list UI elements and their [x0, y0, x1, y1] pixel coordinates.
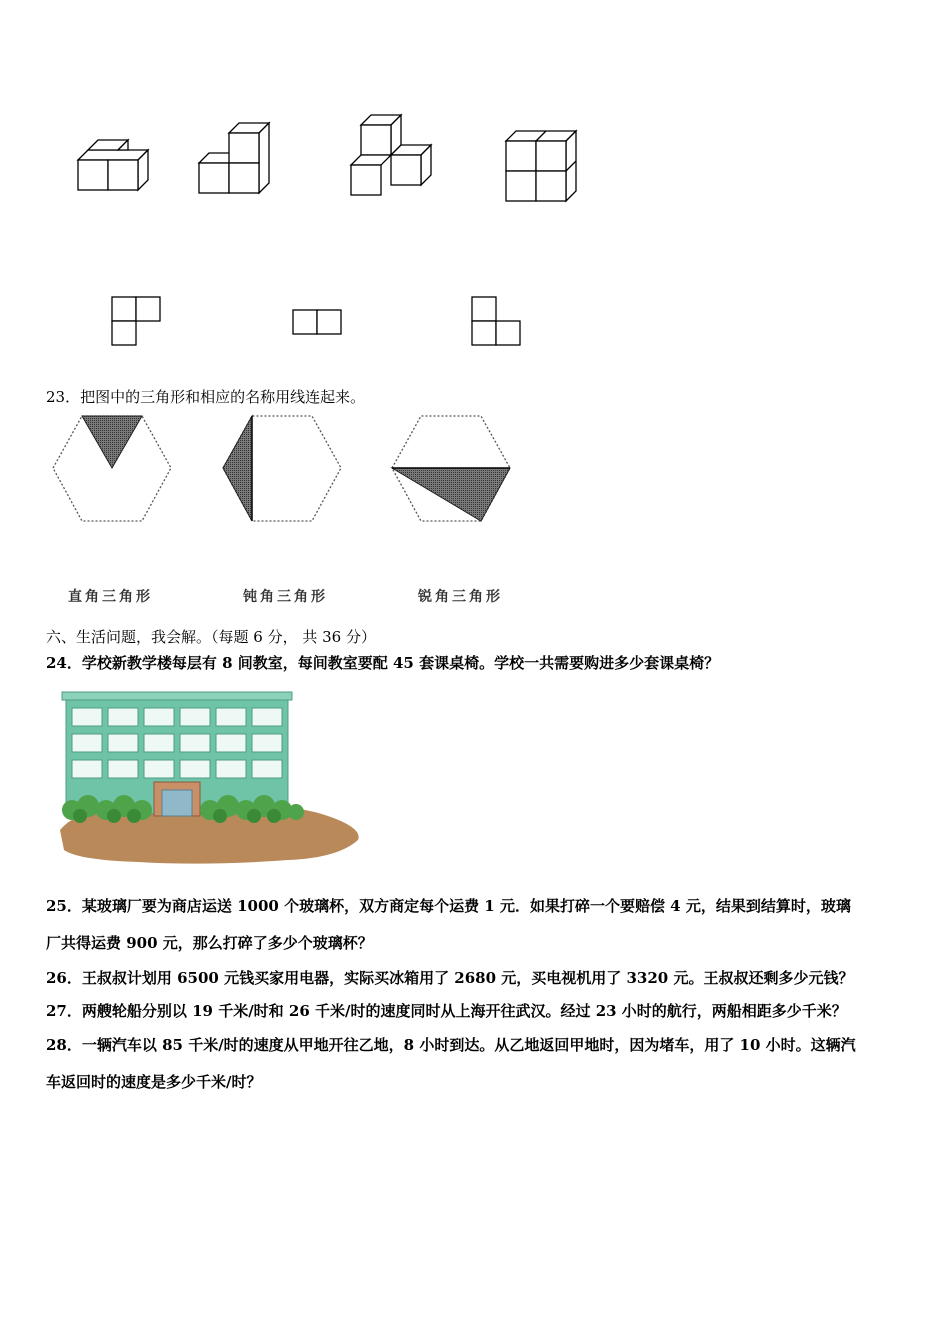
section-6-heading: 六、生活问题，我会解。（每题 6 分， 共 36 分）	[46, 628, 376, 646]
hexagon-acute-triangle	[389, 414, 514, 526]
question-24: 24．学校新教学楼每层有 8 间教室，每间教室要配 45 套课桌椅。学校一共需要购进多少套课桌椅？	[46, 654, 720, 672]
question-23-title: 23．把图中的三角形和相应的名称用线连起来。	[46, 388, 366, 406]
view-shape-2	[291, 308, 346, 338]
question-25-line-1: 25．某玻璃厂要为商店运送 1000 个玻璃杯，双方商定每个运费 1 元．如果打碎一个要赔偿 4 元，结果到结算时，玻璃	[46, 897, 851, 915]
question-25-line-2: 厂共得运费 900 元，那么打碎了多少个玻璃杯？	[46, 934, 373, 952]
label-right-triangle: 直角三角形	[68, 589, 153, 605]
cube-solid-1	[76, 138, 151, 193]
label-obtuse-triangle: 钝角三角形	[243, 589, 328, 605]
question-26: 26．王叔叔计划用 6500 元钱买家用电器，实际买冰箱用了 2680 元，买电视机用了 3320 元。王叔叔还剩多少元钱？	[46, 969, 854, 987]
question-27: 27．两艘轮船分别以 19 千米/时和 26 千米/时的速度同时从上海开往武汉。经过 23 小时的航行，两船相距多少千米？	[46, 1002, 847, 1020]
hexagon-obtuse-triangle	[220, 414, 345, 526]
view-shape-3	[470, 295, 525, 350]
label-acute-triangle: 锐角三角形	[418, 589, 503, 605]
question-28-line-1: 28．一辆汽车以 85 千米/时的速度从甲地开往乙地，8 小时到达。从乙地返回甲地时，因为堵车，用了 10 小时。这辆汽	[46, 1036, 856, 1054]
cube-solid-3	[349, 114, 434, 199]
cube-solid-4	[504, 130, 579, 205]
school-building-illustration	[58, 690, 368, 870]
hexagon-right-triangle	[50, 414, 175, 526]
question-28-line-2: 车返回时的速度是多少千米/时？	[46, 1073, 262, 1091]
view-shape-1	[110, 295, 165, 350]
cube-solid-2	[197, 122, 272, 197]
